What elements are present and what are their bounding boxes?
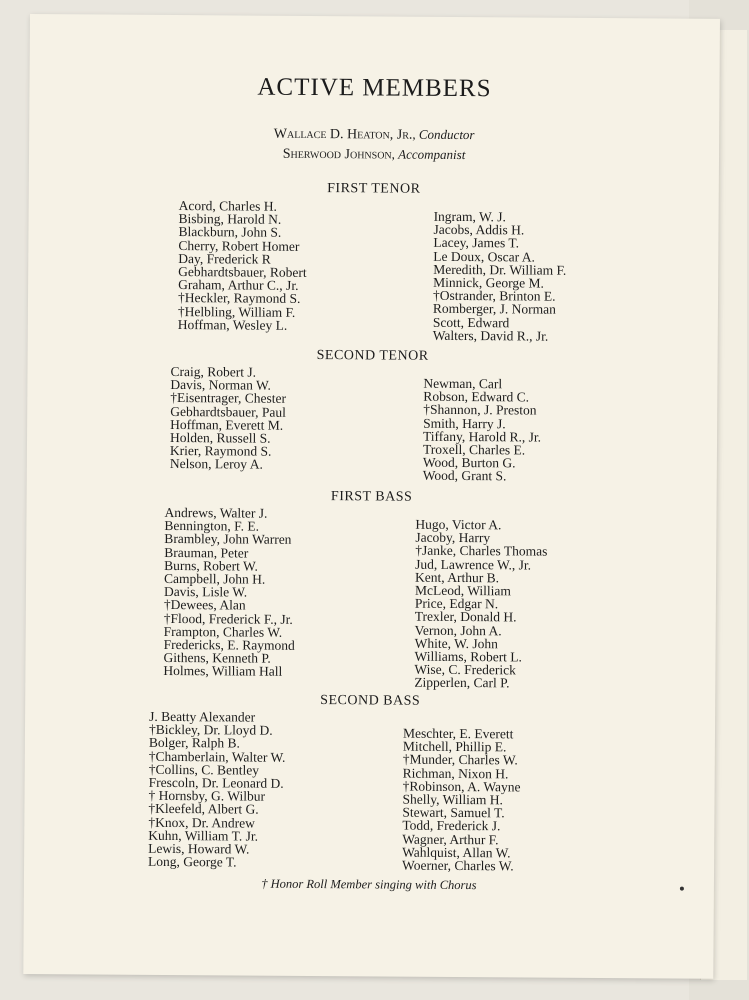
member-name: Le Doux, Oscar A. (433, 248, 535, 265)
member-name: †Robinson, A. Wayne (402, 778, 521, 795)
member-name: Mitchell, Phillip E. (402, 738, 507, 755)
member-name: Gebhardtsbauer, Robert (178, 264, 307, 280)
member-name: Krier, Raymond S. (169, 443, 272, 459)
member-name: Wise, C. Frederick (414, 661, 516, 678)
page-title: ACTIVE MEMBERS (257, 73, 492, 103)
member-name: Davis, Norman W. (170, 377, 271, 393)
member-name: Wahlquist, Allan W. (402, 844, 511, 861)
second-bass-right-column (402, 727, 521, 873)
member-name: Meredith, Dr. William F. (433, 261, 567, 278)
member-name: †Heckler, Raymond S. (177, 290, 301, 307)
member-name: Smith, Harry J. (423, 415, 506, 431)
member-name: †Chamberlain, Walter W. (148, 748, 286, 765)
member-name: Kent, Arthur B. (415, 569, 500, 586)
member-name: Brauman, Peter (164, 544, 249, 561)
program-page (23, 14, 720, 979)
member-name: Shelly, William H. (402, 791, 503, 808)
member-name: †Ostrander, Brinton E. (432, 288, 556, 304)
member-name: Acord, Charles H. (178, 198, 277, 214)
member-name: Meschter, E. Everett (402, 725, 514, 742)
member-name: Bolger, Ralph B. (148, 735, 240, 751)
member-name: Burns, Robert W. (164, 557, 258, 574)
conductor-name: Wallace D. Heaton, Jr. (273, 126, 413, 143)
member-name: Wagner, Arthur F. (402, 831, 499, 847)
accompanist-role: Accompanist (398, 146, 466, 163)
member-name: McLeod, William (414, 582, 511, 599)
accompanist-name: Sherwood Johnson (282, 146, 392, 163)
first-tenor-right-column (433, 210, 567, 343)
member-name: Gebhardtsbauer, Paul (170, 403, 286, 420)
member-name: Troxell, Charles E. (422, 441, 526, 458)
member-name: Long, George T. (148, 854, 237, 870)
first-bass-left-column (163, 506, 295, 679)
member-name: Campbell, John H. (164, 570, 266, 587)
member-name: Zipperlen, Carl P. (414, 675, 510, 691)
honor-roll-footnote: † Honor Roll Member singing with Chorus (261, 876, 477, 893)
member-name: Fredericks, E. Raymond (163, 636, 295, 653)
member-name: †Shannon, J. Preston (423, 402, 537, 418)
member-name: Hugo, Victor A. (415, 516, 502, 533)
member-name: Craig, Robert J. (170, 363, 257, 380)
member-name: Wood, Burton G. (422, 454, 516, 471)
second-tenor-left-column (170, 365, 286, 471)
conductor-role: Conductor (418, 126, 475, 143)
member-name: †Munder, Charles W. (402, 752, 518, 768)
member-name: †Bickley, Dr. Lloyd D. (148, 722, 273, 738)
member-name: Minnick, George M. (433, 274, 544, 291)
member-name: Wood, Grant S. (422, 468, 507, 484)
member-name: Hoffman, Wesley L. (177, 316, 288, 333)
member-name: Richman, Nixon H. (402, 765, 509, 781)
member-name: Robson, Edward C. (423, 388, 530, 405)
member-name: Lewis, Howard W. (148, 840, 250, 857)
member-name: Todd, Frederick J. (402, 818, 501, 834)
member-name: † Hornsby, G. Wilbur (148, 788, 266, 804)
section-heading-first-bass: FIRST BASS (330, 489, 413, 505)
member-name: Ingram, W. J. (433, 208, 507, 225)
member-name: Bennington, F. E. (164, 518, 260, 534)
member-name: †Collins, C. Bentley (148, 761, 260, 778)
member-name: Jacobs, Addis H. (433, 222, 525, 238)
member-name: Romberger, J. Norman (432, 301, 556, 318)
member-name: Holden, Russell S. (169, 430, 271, 446)
member-name: White, W. John (414, 635, 498, 652)
section-heading-second-tenor: SECOND TENOR (316, 348, 429, 364)
second-tenor-right-column (423, 377, 542, 483)
member-name: Graham, Arthur C., Jr. (178, 277, 299, 294)
accompanist-line: Sherwood Johnson, Accompanist (282, 146, 466, 163)
member-name: Brambley, John Warren (164, 531, 292, 548)
paper-speck (680, 887, 684, 891)
member-name: Jud, Lawrence W., Jr. (415, 556, 532, 573)
member-name: Githens, Kenneth P. (163, 650, 271, 666)
member-name: Price, Edgar N. (414, 595, 499, 612)
first-tenor-left-column (178, 199, 307, 332)
member-name: Holmes, William Hall (163, 663, 283, 680)
member-name: Scott, Edward (432, 314, 510, 330)
first-bass-right-column (414, 518, 547, 691)
member-name: Cherry, Robert Homer (178, 237, 300, 254)
member-name: Lacey, James T. (433, 235, 520, 251)
member-name: Davis, Lisle W. (163, 584, 248, 600)
member-name: †Dewees, Alan (163, 597, 246, 613)
member-name: †Kleefeld, Albert G. (148, 801, 259, 818)
member-name: †Janke, Charles Thomas (415, 543, 548, 560)
member-name: Newman, Carl (423, 375, 503, 392)
member-name: Kuhn, William T. Jr. (148, 827, 259, 844)
member-name: Vernon, John A. (414, 622, 502, 638)
member-name: Bisbing, Harold N. (178, 211, 282, 227)
member-name: †Flood, Frederick F., Jr. (163, 610, 293, 627)
conductor-line: Wallace D. Heaton, Jr., Conductor (273, 126, 475, 143)
section-heading-first-tenor: FIRST TENOR (327, 181, 421, 197)
member-name: Frampton, Charles W. (163, 623, 283, 640)
member-name: †Knox, Dr. Andrew (148, 814, 255, 831)
member-name: J. Beatty Alexander (149, 708, 256, 725)
second-bass-left-column (148, 710, 286, 869)
member-name: †Helbling, William F. (177, 303, 296, 320)
section-heading-second-bass: SECOND BASS (320, 693, 421, 709)
member-name: Woerner, Charles W. (402, 857, 514, 874)
member-name: Day, Frederick R (178, 250, 271, 267)
member-name: Blackburn, John S. (178, 224, 282, 241)
member-name: Frescoln, Dr. Leonard D. (148, 774, 284, 791)
member-name: Nelson, Leroy A. (169, 456, 263, 473)
member-name: Walters, David R., Jr. (432, 327, 549, 344)
member-name: Hoffman, Everett M. (170, 416, 284, 433)
member-name: Tiffany, Harold R., Jr. (423, 428, 542, 445)
member-name: Jacoby, Harry (415, 529, 491, 546)
member-name: Andrews, Walter J. (164, 504, 268, 521)
member-name: Stewart, Samuel T. (402, 804, 505, 821)
member-name: Williams, Robert L. (414, 648, 523, 665)
member-name: †Eisentrager, Chester (170, 390, 287, 407)
member-name: Trexler, Donald H. (414, 609, 517, 625)
